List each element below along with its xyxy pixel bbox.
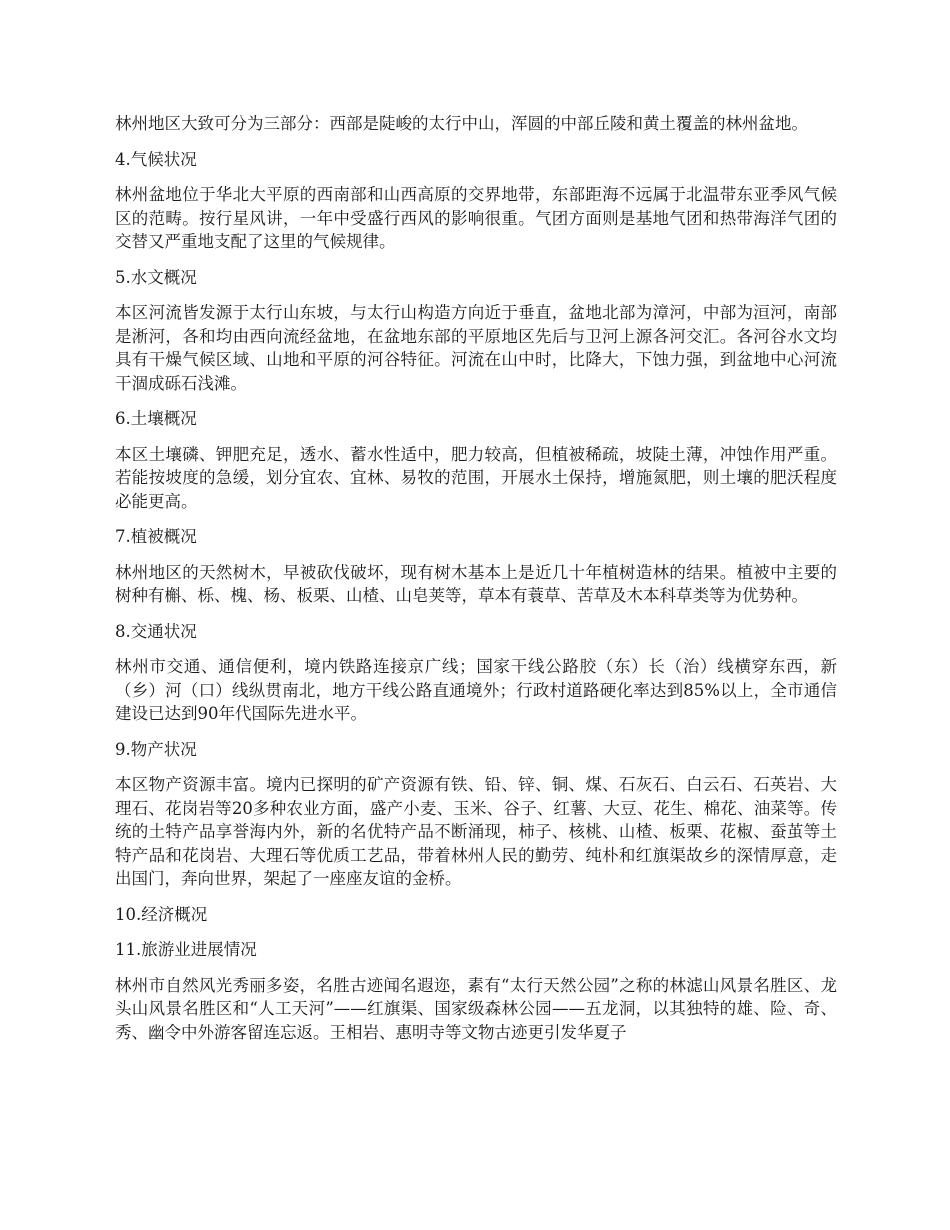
intro-paragraph: 林州地区大致可分为三部分：西部是陡峻的太行中山，浑圆的中部丘陵和黄土覆盖的林州盆地。 [115, 114, 808, 133]
paragraph-tourism: 林州市自然风光秀丽多姿，名胜古迹闻名遐迩，素有“太行天然公园”之称的林滤山风景名胜区、龙头山风景名胜区和“人工天河”——红旗渠、国家级森林公园——五龙洞，以其独特的雄、险、奇、秀、幽令中外游客留连忘返。王相岩、惠明寺等文物古迹更引发华夏子 [115, 975, 837, 1042]
paragraph-transport: 林州市交通、通信便利，境内铁路连接京广线；国家干线公路胶（东）长（治）线横穿东西，新（乡）河（口）线纵贯南北，地方干线公路直通境外；行政村道路硬化率达到85%以上，全市通信建设已达到90年代国际先进水平。 [115, 657, 837, 723]
paragraph-hydrology: 本区河流皆发源于太行山东坡，与太行山构造方向近于垂直，盆地北部为漳河，中部为洹河，南部是淅河，各和均由西向流经盆地，在盆地东部的平原地区先后与卫河上源各河交汇。各河谷水文均具有干燥气候区域、山地和平原的河谷特征。河流在山中时，比降大，下蚀力强，到盆地中心河流干涸成砾石浅滩。 [115, 303, 837, 393]
heading-soil: 6.土壤概况 [115, 409, 197, 428]
heading-transport: 8.交通状况 [115, 621, 197, 641]
heading-tourism: 11.旅游业进展情况 [115, 940, 257, 959]
heading-economy: 10.经济概况 [115, 904, 208, 924]
heading-hydrology: 5.水文概况 [115, 267, 197, 287]
paragraph-products: 本区物产资源丰富。境内已探明的矿产资源有铁、铅、锌、铜、煤、石灰石、白云石、石英岩、大理石、花岗岩等20多种农业方面，盛产小麦、玉米、谷子、红薯、大豆、花生、棉花、油菜等。传统的土特产品享誉海内外，新的名优特产品不断涌现，柿子、核桃、山楂、板栗、花椒、蚕茧等土特产品和花岗岩、大理石等优质工艺品，带着林州人民的勤劳、纯朴和红旗渠故乡的深情厚意，走出国门，奔向世界，架起了一座座友谊的金桥。 [115, 775, 837, 888]
document-body [115, 112, 837, 1056]
heading-products: 9.物产状况 [115, 739, 197, 759]
paragraph-soil: 本区土壤磷、钾肥充足，透水、蓄水性适中，肥力较高，但植被稀疏，坡陡土薄，冲蚀作用严重。若能按坡度的急缓，划分宜农、宜林、易牧的范围，开展水土保持，增施氮肥，则土壤的肥沃程度必能更高。 [115, 444, 837, 511]
paragraph-vegetation: 林州地区的天然树木，早被砍伐破坏，现有树木基本上是近几十年植树造林的结果。植被中主要的树种有槲、栎、槐、杨、板栗、山楂、山皂荚等，草本有蓑草、苦草及木本科草类等为优势种。 [115, 562, 837, 605]
paragraph-climate: 林州盆地位于华北大平原的西南部和山西高原的交界地带，东部距海不远属于北温带东亚季风气候区的范畴。按行星风讲，一年中受盛行西风的影响很重。气团方面则是基地气团和热带海洋气团的交替又严重地支配了这里的气候规律。 [115, 185, 837, 251]
heading-climate: 4.气候状况 [115, 149, 197, 169]
heading-vegetation: 7.植被概况 [115, 527, 197, 546]
